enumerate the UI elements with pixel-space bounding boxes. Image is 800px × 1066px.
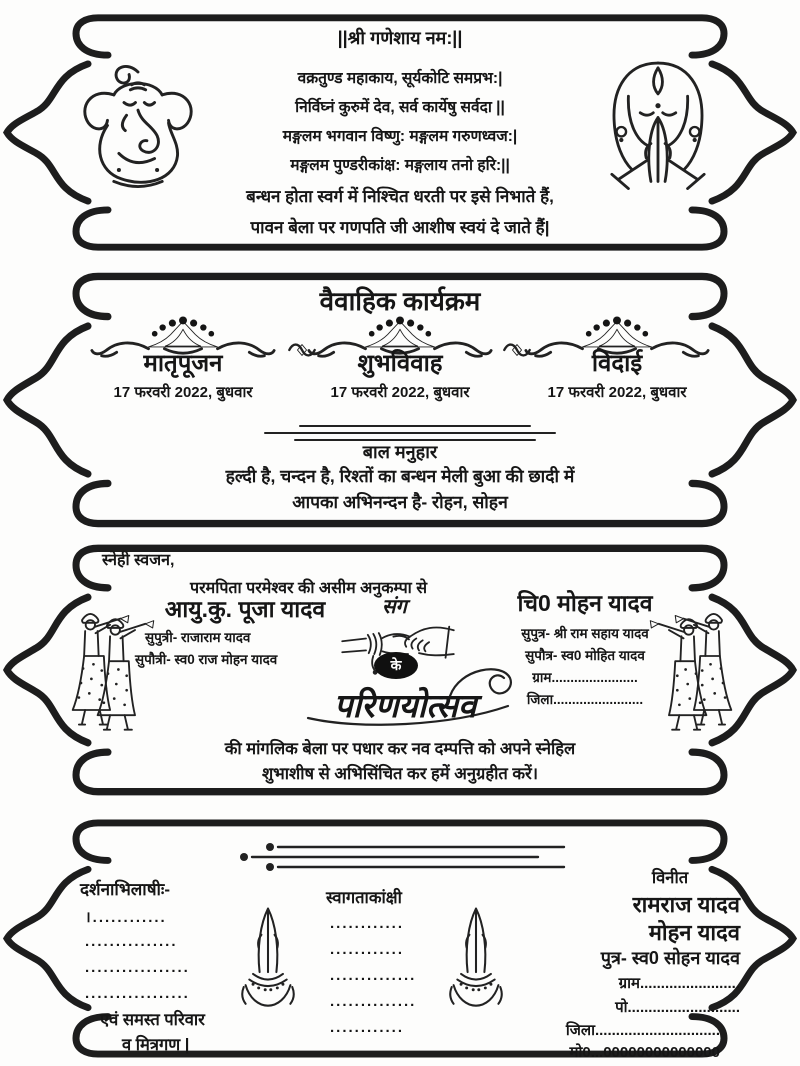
- host-son-of: पुत्र- स्व0 सोहन यादव: [600, 948, 740, 968]
- blessing-line: पावन बेला पर गणपति जी आशीष स्वयं दे जाते हैं|: [250, 218, 550, 237]
- panel-invocation: [0, 10, 800, 255]
- host-mobile-line: मो0...00000000000000: [569, 1044, 720, 1061]
- namaste-hands-icon: [230, 903, 306, 1015]
- bride-father: सुपुत्री- राजाराम यादव: [145, 630, 251, 645]
- event-date: 17 फरवरी 2022, बुधवार: [113, 384, 253, 401]
- shloka-line: मङ्गलम पुण्डरीकांक्ष: मङ्गलाय तनो हरि:||: [290, 157, 510, 174]
- host-post-line: पो...........................: [615, 999, 740, 1016]
- host-village-line: ग्राम........................: [618, 975, 740, 992]
- section-title: बाल मनुहार: [362, 442, 438, 462]
- panel-program: [0, 268, 800, 532]
- event-name: विदाई: [591, 350, 643, 377]
- dotted-line: .................: [85, 985, 190, 1002]
- closing-line: की मांगलिक बेला पर पधार कर नव दम्पत्ति को अपने स्नेहिल: [224, 740, 576, 758]
- salutation: स्नेही स्वजन,: [102, 552, 175, 569]
- dotted-line: .................: [85, 959, 190, 976]
- shloka-line: वक्रतुण्ड महाकाय, सूर्यकोटि समप्रभ:|: [297, 70, 503, 87]
- host-name: मोहन यादव: [648, 920, 740, 945]
- vineet-label: विनीत: [651, 869, 689, 887]
- event-name: मातृपूजन: [143, 350, 223, 377]
- closing-line: शुभाशीष से अभिसिंचित कर हमें अनुग्रहीत करें।: [261, 765, 539, 783]
- swagat-heading: स्वागताकांक्षी: [326, 889, 402, 907]
- groom-name: चि0 मोहन यादव: [517, 590, 653, 616]
- program-title: वैवाहिक कार्यक्रम: [319, 286, 481, 316]
- invocation-text: ||श्री गणेशाय नम:||: [337, 28, 463, 48]
- dotted-line: ..............: [330, 993, 417, 1010]
- shloka-line: मङ्गलम भगवान विष्णु: मङ्गलम गरुणध्वज:|: [282, 128, 518, 145]
- event-name: शुभविवाह: [357, 350, 443, 377]
- ceremony-title: परिणयोत्सव: [333, 689, 477, 725]
- host-district-line: जिला..............................: [565, 1022, 720, 1039]
- sang-label: संग: [382, 596, 407, 618]
- bride-name: आयु.कु. पूजा यादव: [164, 596, 326, 622]
- dotted-line: ..............: [330, 967, 417, 984]
- panel-address: [0, 815, 800, 1062]
- family-line: एवं समस्त परिवार: [100, 1011, 205, 1029]
- dotted-line: ............: [330, 1019, 405, 1036]
- ke-label: के: [390, 657, 402, 673]
- triple-rule-dots-divider: [238, 843, 568, 871]
- shloka-line: निर्विघ्नं कुरुमें देव, सर्व कार्येषु सर्वदा ||: [295, 99, 505, 116]
- event-date: 17 फरवरी 2022, बुधवार: [330, 384, 470, 401]
- family-line: व मित्रगण |: [122, 1036, 190, 1054]
- groom-village-line: ग्राम.......................: [532, 670, 638, 685]
- dotted-line: ...............: [85, 933, 178, 950]
- groom-grandfather: सुपौत्र- स्व0 मोहित यादव: [525, 648, 645, 663]
- panel-invitation: [0, 540, 800, 800]
- dotted-line: ............: [330, 941, 405, 958]
- bride-grandfather: सुपौत्री- स्व0 राज मोहन यादव: [135, 652, 278, 667]
- event-date: 17 फरवरी 2022, बुधवार: [547, 384, 687, 401]
- intro-line: परमपिता परमेश्वर की असीम अनुकम्पा से: [190, 580, 428, 597]
- dotted-line: ............: [330, 915, 405, 932]
- poem-line: हल्दी है, चन्दन है, रिश्तों का बन्धन मेली बुआ की छादी में: [225, 466, 575, 486]
- blessing-line: बन्धन होता स्वर्ग में निश्चित धरती पर इसे निभाते हैं,: [246, 187, 554, 206]
- groom-father: सुपुत्र- श्री राम सहाय यादव: [521, 626, 649, 641]
- darshan-heading: दर्शनाभिलाषीः-: [80, 880, 171, 899]
- poem-line: आपका अभिनन्दन है- रोहन, सोहन: [292, 492, 508, 512]
- host-name: रामराज यादव: [632, 892, 740, 917]
- groom-district-line: जिला........................: [526, 692, 644, 707]
- dotted-line: ।............: [85, 909, 167, 926]
